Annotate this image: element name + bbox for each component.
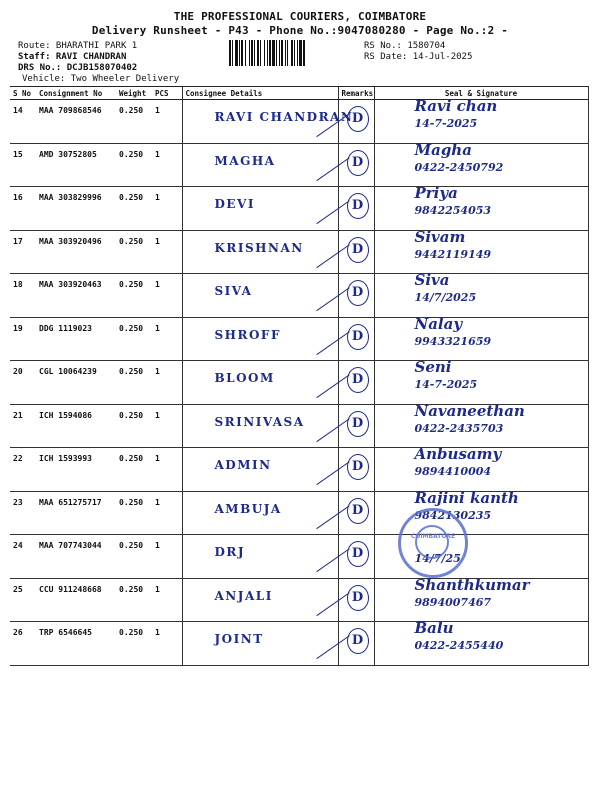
cell-pcs: 1 <box>152 448 182 492</box>
cell-signature <box>374 227 588 274</box>
signature: Navaneethan <box>414 401 525 420</box>
cell-remarks <box>338 361 374 405</box>
cell-weight: 0.250 <box>116 100 152 144</box>
cell-pcs: 1 <box>152 361 182 405</box>
cell-consignment-no: ICH 1594086 <box>36 404 116 448</box>
cell-remarks <box>338 622 374 666</box>
remark-mark: D <box>347 367 369 393</box>
col-signature: Seal & Signature <box>374 87 588 100</box>
signature-note: 0422-2435703 <box>414 421 504 435</box>
signature: Priya <box>414 184 458 202</box>
remark-mark: D <box>347 411 369 437</box>
remark-mark: D <box>347 454 369 480</box>
cell-pcs: 1 <box>152 535 182 579</box>
signature: Seni <box>414 358 452 376</box>
staff-info: Staff: RAVI CHANDRAN <box>18 52 127 62</box>
signature: Balu <box>414 619 454 637</box>
consignee-name: KRISHNAN <box>214 240 304 255</box>
table-row <box>10 143 588 187</box>
consignee-name: MAGHA <box>214 153 276 168</box>
cell-consignment-no: MAA 709868546 <box>36 100 116 144</box>
cell-remarks <box>338 274 374 318</box>
remark-mark: D <box>347 106 369 132</box>
signature-note: 9842254053 <box>414 204 492 217</box>
cell-signature <box>374 575 588 622</box>
cell-sno: 26 <box>10 622 36 666</box>
signature-note: 9894007467 <box>414 595 492 609</box>
remark-mark: D <box>347 585 369 611</box>
remark-mark: D <box>347 150 369 176</box>
signature-note: 9894410004 <box>414 465 492 478</box>
stamp-text: COIMBATORE <box>410 533 456 540</box>
cell-consignment-no: TRP 6546645 <box>36 622 116 666</box>
cell-signature <box>374 314 588 361</box>
stamp-inner-ring <box>415 525 449 559</box>
remark-mark: D <box>347 193 369 219</box>
remark-mark: D <box>347 628 369 654</box>
cell-consignment-no: MAA 651275717 <box>36 491 116 535</box>
signature: Nalay <box>414 314 463 333</box>
cell-weight: 0.250 <box>116 317 152 361</box>
remark-mark: D <box>347 541 369 567</box>
table-row <box>10 535 588 579</box>
signature: Magha <box>414 140 472 159</box>
consignee-name: SRINIVASA <box>214 414 305 429</box>
signature-note: 0422-2450792 <box>414 160 504 174</box>
cell-sno: 17 <box>10 230 36 274</box>
cell-sno: 20 <box>10 361 36 405</box>
signature: Shanthkumar <box>414 575 530 594</box>
col-weight: Weight <box>116 87 152 100</box>
cell-remarks <box>338 404 374 448</box>
cell-weight: 0.250 <box>116 230 152 274</box>
cell-pcs: 1 <box>152 143 182 187</box>
consignee-name: ANJALI <box>214 588 273 603</box>
signature-note: 14-7-2025 <box>414 378 478 391</box>
signature-note: 9442119149 <box>414 247 492 261</box>
drs-info: DRS No.: DCJB158070402 <box>18 63 138 73</box>
signature: Ravi chan <box>414 97 498 115</box>
cell-pcs: 1 <box>152 317 182 361</box>
cell-consignment-no: CCU 911248668 <box>36 578 116 622</box>
col-pcs: PCS <box>152 87 182 100</box>
signature-note: 9943321659 <box>414 334 492 348</box>
table-row <box>10 491 588 535</box>
cell-sno: 21 <box>10 404 36 448</box>
cell-remarks <box>338 187 374 231</box>
cell-pcs: 1 <box>152 404 182 448</box>
col-sno: S No <box>10 87 36 100</box>
table-header <box>10 87 588 100</box>
cell-consignment-no: MAA 707743044 <box>36 535 116 579</box>
company-seal-stamp <box>398 508 468 578</box>
consignee-name: AMBUJA <box>214 501 282 516</box>
consignee-name: ADMIN <box>214 458 272 472</box>
signature-note: 14-7-2025 <box>414 117 478 130</box>
cell-signature <box>374 184 588 231</box>
signature-note: 0422-2455440 <box>414 639 504 652</box>
barcode <box>229 40 358 66</box>
col-consignment: Consignment No <box>36 87 116 100</box>
consignee-name: DRJ <box>214 545 246 559</box>
cell-weight: 0.250 <box>116 143 152 187</box>
consignee-name: RAVI CHANDRAN <box>214 110 354 124</box>
cell-consignment-no: DDG 1119023 <box>36 317 116 361</box>
col-consignee: Consignee Details <box>182 87 338 100</box>
cell-remarks <box>338 491 374 535</box>
cell-weight: 0.250 <box>116 622 152 666</box>
consignee-name: JOINT <box>214 632 264 646</box>
cell-sno: 15 <box>10 143 36 187</box>
signature-note: 14/7/2025 <box>414 291 477 304</box>
table-row <box>10 404 588 448</box>
cell-pcs: 1 <box>152 187 182 231</box>
cell-consignment-no: CGL 10064239 <box>36 361 116 405</box>
cell-consignment-no: AMD 30752805 <box>36 143 116 187</box>
cell-signature <box>374 619 588 666</box>
signature: Rajini kanth <box>414 488 519 507</box>
cell-pcs: 1 <box>152 274 182 318</box>
cell-consignment-no: MAA 303920463 <box>36 274 116 318</box>
consignee-name: DEVI <box>214 197 255 211</box>
table-row <box>10 317 588 361</box>
cell-remarks <box>338 448 374 492</box>
cell-remarks <box>338 578 374 622</box>
table-row <box>10 187 588 231</box>
cell-pcs: 1 <box>152 578 182 622</box>
cell-weight: 0.250 <box>116 274 152 318</box>
table-row <box>10 448 588 492</box>
cell-remarks <box>338 535 374 579</box>
route-info: Route: BHARATHI PARK 1 <box>18 41 138 51</box>
signature: Sivam <box>414 227 466 246</box>
cell-sno: 14 <box>10 100 36 144</box>
remark-mark: D <box>347 237 369 263</box>
cell-sno: 25 <box>10 578 36 622</box>
table-row <box>10 100 588 144</box>
cell-sno: 24 <box>10 535 36 579</box>
cell-pcs: 1 <box>152 100 182 144</box>
cell-consignment-no: MAA 303920496 <box>36 230 116 274</box>
remark-mark: D <box>347 498 369 524</box>
cell-pcs: 1 <box>152 230 182 274</box>
cell-pcs: 1 <box>152 491 182 535</box>
cell-remarks <box>338 230 374 274</box>
signature: Siva <box>414 271 450 289</box>
cell-signature <box>374 358 588 405</box>
cell-weight: 0.250 <box>116 361 152 405</box>
cell-sno: 23 <box>10 491 36 535</box>
cell-consignment-no: MAA 303829996 <box>36 187 116 231</box>
cell-signature <box>374 445 588 492</box>
cell-pcs: 1 <box>152 622 182 666</box>
cell-weight: 0.250 <box>116 404 152 448</box>
cell-remarks <box>338 317 374 361</box>
signature-note: 9842130235 <box>414 508 492 522</box>
consignee-name: SIVA <box>214 284 253 298</box>
rs-date: RS Date: 14-Jul-2025 <box>364 52 473 62</box>
table-row <box>10 578 588 622</box>
signature: Anbusamy <box>414 445 502 463</box>
cell-signature <box>374 401 588 448</box>
cell-sno: 16 <box>10 187 36 231</box>
col-remarks: Remarks <box>338 87 374 100</box>
cell-remarks <box>338 143 374 187</box>
remark-mark: D <box>347 280 369 306</box>
cell-consignment-no: ICH 1593993 <box>36 448 116 492</box>
signature-note: 14/7/25 <box>414 552 461 565</box>
cell-sno: 22 <box>10 448 36 492</box>
table-row <box>10 622 588 666</box>
cell-weight: 0.250 <box>116 448 152 492</box>
cell-remarks <box>338 100 374 144</box>
table-row <box>10 361 588 405</box>
cell-sno: 18 <box>10 274 36 318</box>
cell-weight: 0.250 <box>116 535 152 579</box>
cell-weight: 0.250 <box>116 187 152 231</box>
cell-signature <box>374 97 588 144</box>
remark-mark: D <box>347 324 369 350</box>
cell-signature <box>374 140 588 187</box>
company-title: THE PROFESSIONAL COURIERS, COIMBATORE <box>173 10 427 23</box>
runsheet-table <box>10 86 589 666</box>
consignee-name: BLOOM <box>214 371 275 385</box>
cell-sno: 19 <box>10 317 36 361</box>
runsheet-subtitle: Delivery Runsheet - P43 - Phone No.:9047080280 - Page No.:2 - <box>91 24 509 37</box>
rs-number: RS No.: 1580704 <box>364 41 446 51</box>
cell-signature <box>374 271 588 318</box>
cell-weight: 0.250 <box>116 491 152 535</box>
table-row <box>10 230 588 274</box>
table-row <box>10 274 588 318</box>
cell-weight: 0.250 <box>116 578 152 622</box>
consignee-name: SHROFF <box>214 327 281 342</box>
vehicle-info: Vehicle: Two Wheeler Delivery <box>22 74 180 84</box>
